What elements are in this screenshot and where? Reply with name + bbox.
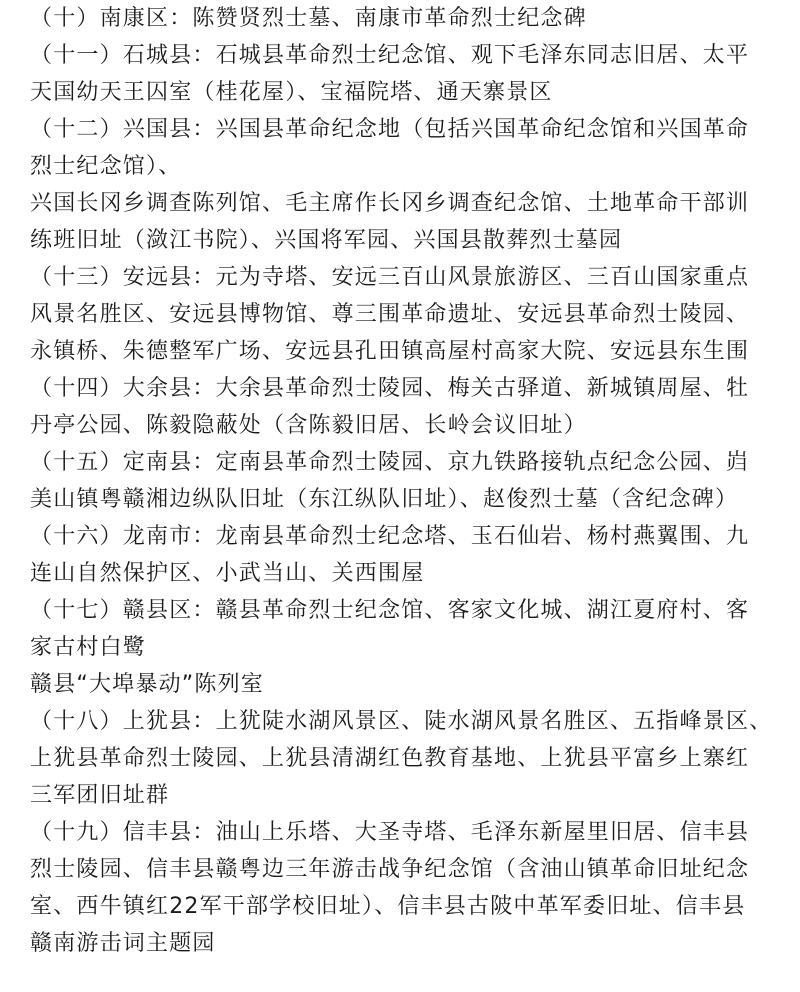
text-line: （十九）信丰县：油山上乐塔、大圣寺塔、毛泽东新屋里旧居、信丰县 (30, 820, 750, 845)
text-line: 上犹县革命烈士陵园、上犹县清湖红色教育基地、上犹县平富乡上寨红 (30, 746, 750, 771)
text-line: 永镇桥、朱德整军广场、安远县孔田镇高屋村高家大院、安远县东生围 (30, 339, 750, 364)
text-line: 家古村白鹭 (30, 635, 147, 660)
text-line: （十）南康区：陈赞贤烈士墓、南康市革命烈士纪念碑 (30, 6, 587, 31)
text-line: （十七）赣县区：赣县革命烈士纪念馆、客家文化城、湖江夏府村、客 (30, 598, 750, 623)
text-line: 丹亭公园、陈毅隐蔽处（含陈毅旧居、长岭会议旧址） (30, 413, 587, 438)
text-line: 三军团旧址群 (30, 783, 170, 808)
text-line: （十六）龙南市：龙南县革命烈士纪念塔、玉石仙岩、杨村燕翼围、九 (30, 524, 750, 549)
text-line: 练班旧址（潋江书院）、兴国将军园、兴国县散葬烈士墓园 (30, 228, 623, 253)
text-line: （十四）大余县：大余县革命烈士陵园、梅关古驿道、新城镇周屋、牡 (30, 376, 750, 401)
text-line: 烈士纪念馆）、 (30, 154, 182, 179)
text-line: 烈士陵园、信丰县赣粤边三年游击战争纪念馆（含油山镇革命旧址纪念 (30, 857, 750, 882)
text-line: 兴国长冈乡调查陈列馆、毛主席作长冈乡调查纪念馆、土地革命干部训 (30, 191, 750, 216)
text-line: 风景名胜区、安远县博物馆、尊三围革命遗址、安远县革命烈士陵园、 (30, 302, 750, 327)
text-line: （十一）石城县：石城县革命烈士纪念馆、观下毛泽东同志旧居、太平 (30, 43, 750, 68)
text-line: 赣县“大埠暴动”陈列室 (30, 672, 264, 697)
text-line: 赣南游击词主题园 (30, 931, 216, 956)
text-line: （十三）安远县：元为寺塔、安远三百山风景旅游区、三百山国家重点 (30, 265, 750, 290)
text-line: （十五）定南县：定南县革命烈士陵园、京九铁路接轨点纪念公园、岿 (30, 450, 750, 475)
text-line: （十二）兴国县：兴国县革命纪念地（包括兴国革命纪念馆和兴国革命 (30, 117, 750, 142)
text-line: 连山自然保护区、小武当山、关西围屋 (30, 561, 425, 586)
text-line: 室、西牛镇红22军干部学校旧址）、信丰县古陂中革军委旧址、信丰县 (30, 894, 746, 919)
text-line: 美山镇粤赣湘边纵队旧址（东江纵队旧址）、赵俊烈士墓（含纪念碑） (30, 487, 739, 512)
text-line: （十八）上犹县：上犹陡水湖风景区、陡水湖风景名胜区、五指峰景区、 (30, 709, 773, 734)
text-line: 天国幼天王囚室（桂花屋）、宝福院塔、通天寨景区 (30, 80, 553, 105)
